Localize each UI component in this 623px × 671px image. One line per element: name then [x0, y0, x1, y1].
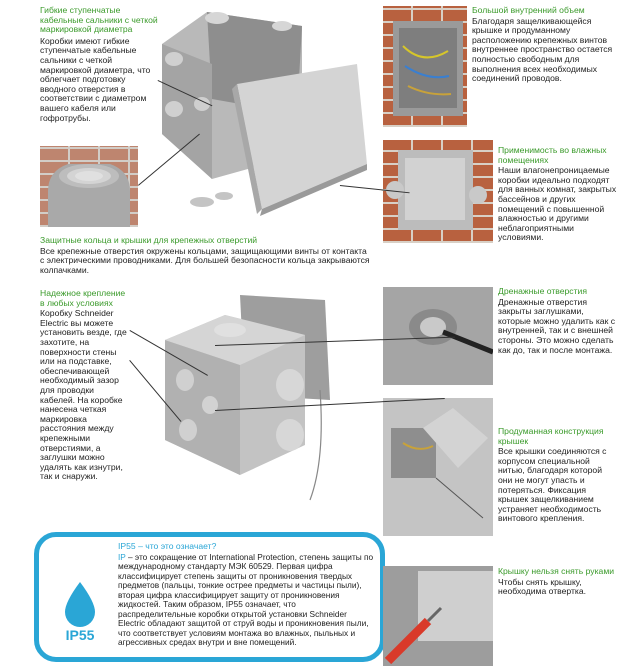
ip55-description: – это сокращение от International Protection, степень защиты по международному стандарту МЭК 60529. Первая цифра классифицирует степень защиты от проникновения твердых предметов (пальцы, тонкие острее предметы и частицы пыли), вторая цифра классифицирует защиту от проникновения жидкостей. Таким образом, IP55 означает, что распределительные коробки открытой установки Schneider Electric обладают защитой от струй воды и проникновения пыли, что соответствует условиям монтажа во влажных, пыльных и агрессивных средах внутри и вне помещений.: [118, 551, 374, 648]
mounting-title: Надежное крепление в любых условиях: [40, 288, 126, 308]
lid-design-text: Все крышки соединяются с корпусом специальной нитью, благодаря которой они не могут упасть и потеряться. Фиксация крышек защелкиванием устраняет необходимость винтового крепления.: [498, 446, 607, 524]
gland-closeup-photo: [40, 146, 138, 227]
ip55-text: [118, 553, 374, 648]
humid-text: Наши влагонепроницаемые коробки идеально подходят для ванных комнат, закрытых бассейнов и других помещений с повышенной влажностью и другими неблагоприятными условиями.: [498, 165, 617, 243]
cable-glands-text: Коробки имеют гибкие ступенчатые кабельные сальники с четкой маркировкой диаметра, что облегчает подготовку вводного отверстия в соответствии с диаметром вашего кабеля или гофротрубы.: [40, 35, 151, 123]
ip55-lead: IP: [118, 551, 126, 562]
lid-removal-text: Чтобы снять крышку, необходима отвертка.: [498, 576, 587, 597]
rings-title: Защитные кольца и крышки для крепежных отверстий: [40, 235, 258, 245]
volume-block: [472, 6, 618, 84]
cable-glands-title: Гибкие ступенчатые кабельные сальники с четкой маркировкой диаметра: [40, 5, 158, 35]
ip55-title: IP55 – что это означает?: [118, 541, 217, 551]
open-box-illustration: [152, 4, 372, 234]
rings-text: Все крепежные отверстия окружены кольцами, защищающими винты от контакта с электрическими проводниками. Для большей безопасности кольца закрываются колпачками.: [40, 245, 370, 275]
closed-box-illustration: [150, 290, 370, 510]
lid-design-block: [498, 427, 618, 524]
screwdriver-photo: [383, 566, 493, 666]
cable-glands-block: [40, 6, 158, 123]
ip55-text-block: [118, 542, 374, 648]
drainage-text: Дренажные отверстия закрыты заглушками, которые можно удалить как с внутренней, так и с внешней стороны. Это можно сделать как до, так и после монтажа.: [498, 296, 616, 355]
rings-block: [40, 236, 370, 275]
volume-title: Большой внутренний объем: [472, 5, 585, 15]
ip55-badge: IP55: [65, 627, 95, 643]
volume-text: Благодаря защелкивающейся крышке и продуманному расположению крепежных винтов внутреннее пространство остается полностью свободным для выполнения всех необходимых соединений проводов.: [472, 15, 613, 84]
humid-title: Применимость во влажных помещениях: [498, 145, 607, 165]
lid-design-title: Продуманная конструкция крышек: [498, 426, 604, 446]
drainage-title: Дренажные отверстия: [498, 286, 587, 296]
mounting-text: Коробку Schneider Electric вы можете установить везде, где захотите, на поверхности стены или на подставке, обеспечивающей необходимый зазор для проводки кабелей. На коробке нанесена четкая маркировка расстояния между крепежными отверстиями, а заглушки можно удалять как изнутри, так и снаружи.: [40, 308, 127, 482]
humid-block: [498, 146, 618, 243]
mounting-block: [40, 289, 130, 482]
lid-string-photo: [383, 398, 493, 536]
interior-volume-photo: [383, 6, 467, 127]
lid-removal-title: Крышку нельзя снять руками: [498, 566, 615, 576]
drainage-block: [498, 287, 618, 355]
lid-removal-block: [498, 567, 618, 597]
drainage-photo: [383, 287, 493, 385]
